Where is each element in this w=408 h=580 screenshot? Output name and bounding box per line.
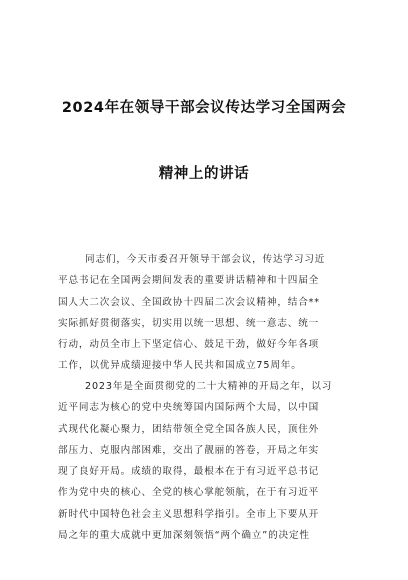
paragraph-line: 行动，动员全市上下坚定信心、鼓足干劲，做好今年各项 xyxy=(58,339,320,351)
paragraph-2 xyxy=(58,376,358,546)
paragraph-line: 作为党中央的核心、全党的核心掌舵领航，在于有习近平 xyxy=(58,487,320,499)
document-title-line-1: 2024年在领导干部会议传达学习全国两会 xyxy=(61,100,347,116)
paragraph-line: 式现代化凝心聚力，团结带领全党全国各族人民，顶住外 xyxy=(58,423,320,435)
paragraph-line: 国人大二次会议、全国政协十四届二次会议精神，结合** xyxy=(58,296,320,308)
document-title-line-2: 精神上的讲话 xyxy=(158,166,250,182)
paragraph-line: 现了良好开局。成绩的取得，最根本在于有习近平总书记 xyxy=(58,466,320,478)
paragraph-1 xyxy=(58,249,358,377)
paragraph-line: 工作，以优异成绩迎接中华人民共和国成立75周年。 xyxy=(58,360,302,372)
paragraph-line: 实际抓好贯彻落实，切实用以统一思想、统一意志、统一 xyxy=(58,317,320,329)
paragraph-line: 新时代中国特色社会主义思想科学指引。全市上下要从开 xyxy=(58,508,320,520)
paragraph-line: 部压力、克服内部困难，交出了靓丽的答卷，开局之年实 xyxy=(58,444,320,456)
paragraph-line: 2023年是全面贯彻党的二十大精神的开局之年，以习 xyxy=(85,381,333,392)
paragraph-line: 平总书记在全国两会期间发表的重要讲话精神和十四届全 xyxy=(58,275,320,287)
paragraph-line: 局之年的重大成就中更加深刻领悟“两个确立”的决定性 xyxy=(58,530,310,542)
paragraph-line: 同志们，今天市委召开领导干部会议，传达学习习近 xyxy=(85,254,326,265)
paragraph-line: 近平同志为核心的党中央统筹国内国际两个大局，以中国 xyxy=(58,402,320,414)
